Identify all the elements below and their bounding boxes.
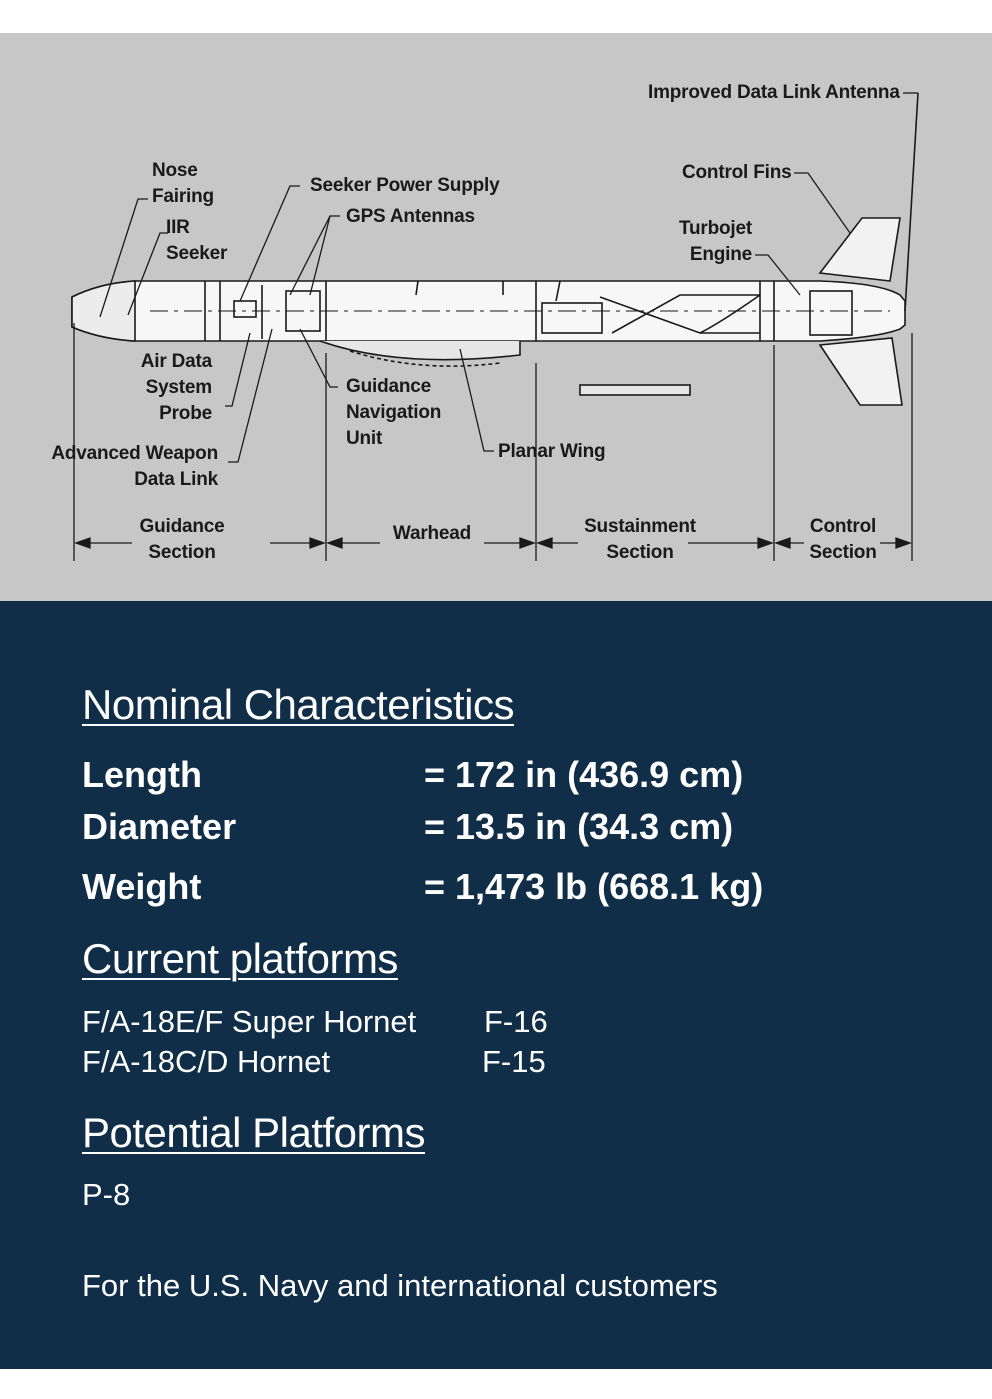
spec-length	[82, 753, 862, 797]
upper-control-fin	[820, 218, 900, 281]
spec-value: = 1,473 lb (668.1 kg)	[424, 866, 764, 907]
spec-value: = 13.5 in (34.3 cm)	[424, 806, 734, 847]
label-nose-fairing: Nose Fairing	[152, 160, 214, 207]
current-platforms-heading: Current platforms	[82, 935, 398, 982]
section-warhead: Warhead	[392, 523, 472, 544]
label-guidance-navigation-unit: Guidance Navigation Unit	[346, 376, 442, 449]
planar-wing-shape	[320, 341, 520, 360]
spec-diameter	[82, 805, 862, 849]
spec-weight	[82, 865, 862, 909]
spec-label: Diameter	[82, 806, 237, 847]
label-planar-wing: Planar Wing	[498, 441, 606, 462]
platform-item: F-15	[482, 1044, 546, 1079]
platform-item: F/A-18E/F Super Hornet	[82, 1004, 417, 1039]
section-sustainment: Sustainment Section	[584, 516, 696, 563]
lower-control-fin	[820, 338, 902, 405]
spec-label: Length	[82, 754, 202, 795]
customers-note: For the U.S. Navy and international customers	[82, 1268, 718, 1303]
section-guidance: Guidance Section	[139, 516, 225, 563]
nose-fairing-shape	[72, 281, 135, 341]
label-turbojet-engine: Turbojet Engine	[679, 218, 752, 265]
platform-item: F/A-18C/D Hornet	[82, 1044, 331, 1079]
label-improved-data-link-antenna: Improved Data Link Antenna	[648, 82, 900, 103]
section-control: Control Section	[809, 516, 877, 563]
characteristics-panel	[0, 601, 992, 1369]
potential-platform-item: P-8	[82, 1177, 131, 1212]
nominal-characteristics-heading: Nominal Characteristics	[82, 681, 514, 728]
label-gps-antennas: GPS Antennas	[346, 206, 475, 227]
label-iir-seeker: IIR Seeker	[166, 217, 228, 264]
spec-label: Weight	[82, 866, 202, 907]
missile-cutaway-diagram	[0, 33, 992, 601]
label-advanced-weapon-data-link: Advanced Weapon Data Link	[51, 443, 218, 490]
label-air-data-system-probe: Air Data System Probe	[140, 351, 212, 424]
spec-value: = 172 in (436.9 cm)	[424, 754, 744, 795]
label-seeker-power-supply: Seeker Power Supply	[310, 175, 500, 196]
platform-item: F-16	[484, 1004, 548, 1039]
potential-platforms-heading: Potential Platforms	[82, 1109, 425, 1156]
label-control-fins: Control Fins	[682, 162, 792, 183]
